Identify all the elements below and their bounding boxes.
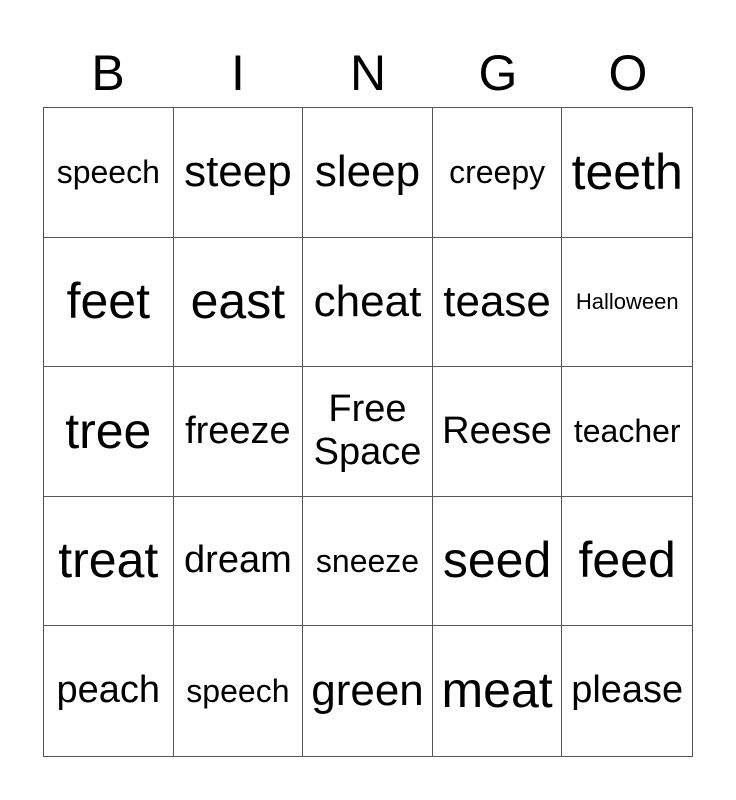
bingo-cell[interactable]: speech <box>44 108 174 238</box>
bingo-cell[interactable]: feet <box>44 238 174 368</box>
bingo-cell[interactable]: seed <box>433 497 563 627</box>
bingo-cell[interactable]: tree <box>44 367 174 497</box>
bingo-cell[interactable]: Reese <box>433 367 563 497</box>
bingo-cell[interactable]: meat <box>433 626 563 756</box>
bingo-cell[interactable]: cheat <box>303 238 433 368</box>
bingo-cell[interactable]: sleep <box>303 108 433 238</box>
free-space-cell[interactable]: Free Space <box>303 367 433 497</box>
bingo-cell[interactable]: treat <box>44 497 174 627</box>
bingo-cell[interactable]: teeth <box>562 108 692 238</box>
header-letter-n: N <box>349 45 387 101</box>
bingo-cell[interactable]: teacher <box>562 367 692 497</box>
bingo-cell[interactable]: feed <box>562 497 692 627</box>
bingo-header <box>43 40 693 106</box>
header-letter-o: O <box>608 45 648 101</box>
bingo-cell[interactable]: peach <box>44 626 174 756</box>
bingo-cell[interactable]: please <box>571 669 684 712</box>
header-letter-i: I <box>231 45 245 101</box>
header-letter-g: G <box>478 45 518 101</box>
bingo-cell[interactable]: tease <box>433 238 563 368</box>
bingo-card-grid <box>43 107 693 757</box>
bingo-cell[interactable]: green <box>303 626 433 756</box>
bingo-cell[interactable]: Halloween <box>562 238 692 368</box>
bingo-cell[interactable]: freeze <box>174 367 304 497</box>
bingo-cell[interactable]: dream <box>174 497 304 627</box>
bingo-cell[interactable]: east <box>174 238 304 368</box>
bingo-cell[interactable]: steep <box>174 108 304 238</box>
bingo-cell[interactable]: speech <box>174 626 304 756</box>
bingo-cell[interactable]: sneeze <box>303 497 433 627</box>
header-letter-b: B <box>91 45 125 101</box>
bingo-cell[interactable]: creepy <box>433 108 563 238</box>
